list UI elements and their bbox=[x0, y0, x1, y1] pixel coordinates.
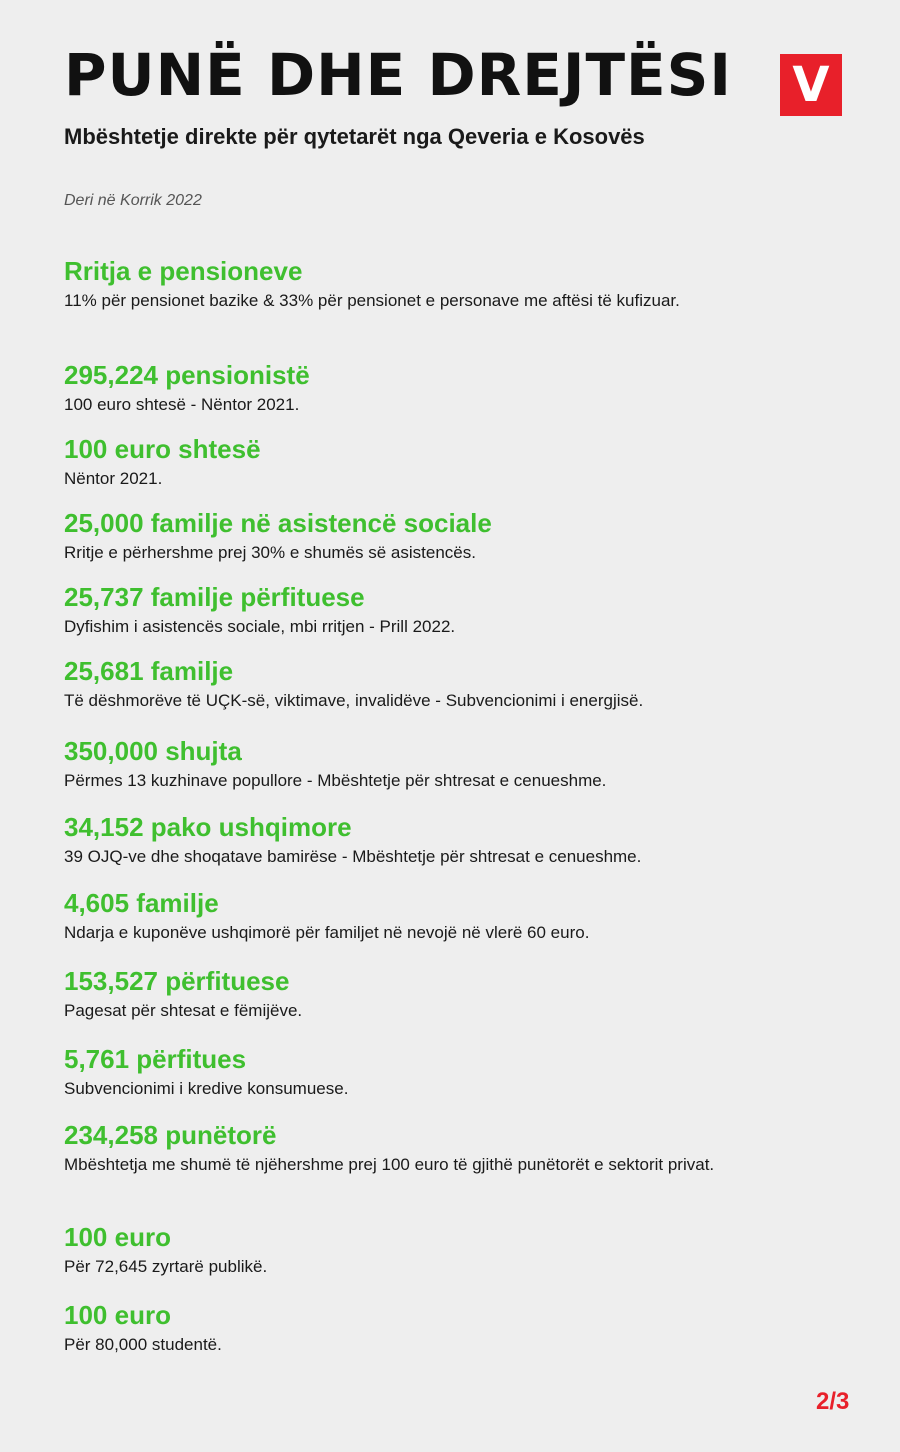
item-description: Për 80,000 studentë. bbox=[64, 1335, 222, 1354]
item-heading: 234,258 punëtorë bbox=[64, 1120, 277, 1150]
brand-logo-icon: V bbox=[780, 54, 842, 116]
item-description: Dyfishim i asistencës sociale, mbi rritjen - Prill 2022. bbox=[64, 617, 456, 636]
item-heading: 295,224 pensionistë bbox=[64, 360, 310, 390]
page-title: PUNË DHE DREJTËSI bbox=[64, 41, 732, 109]
page-subtitle: Mbështetje direkte për qytetarët nga Qeveria e Kosovës bbox=[64, 124, 645, 149]
item-heading: 100 euro bbox=[64, 1222, 171, 1252]
page-indicator: 2/3 bbox=[816, 1388, 850, 1415]
list-item bbox=[64, 360, 864, 417]
item-description: Subvencionimi i kredive konsumuese. bbox=[64, 1079, 349, 1098]
item-description: 11% për pensionet bazike & 33% për pensionet e personave me aftësi të kufizuar. bbox=[64, 291, 680, 310]
item-heading: 100 euro bbox=[64, 1300, 171, 1330]
list-item bbox=[64, 736, 864, 793]
date-note: Deri në Korrik 2022 bbox=[64, 192, 202, 209]
list-item bbox=[64, 1300, 864, 1357]
list-item bbox=[64, 1044, 864, 1101]
list-item bbox=[64, 656, 864, 713]
item-heading: 4,605 familje bbox=[64, 888, 219, 918]
item-description: Të dëshmorëve të UÇK-së, viktimave, invalidëve - Subvencionimi i energjisë. bbox=[64, 691, 644, 710]
item-heading: 34,152 pako ushqimore bbox=[64, 812, 352, 842]
item-heading: 25,681 familje bbox=[64, 656, 234, 686]
item-description: Pagesat për shtesat e fëmijëve. bbox=[64, 1001, 303, 1020]
item-description: Mbështetja me shumë të njëhershme prej 100 euro të gjithë punëtorët e sektorit privat. bbox=[64, 1155, 715, 1174]
item-description: 39 OJQ-ve dhe shoqatave bamirëse - Mbështetje për shtresat e cenueshme. bbox=[64, 847, 642, 866]
list-item bbox=[64, 966, 864, 1023]
list-item bbox=[64, 256, 864, 313]
list-item bbox=[64, 1120, 864, 1177]
list-item bbox=[64, 508, 864, 565]
item-heading: 25,737 familje përfituese bbox=[64, 582, 365, 612]
item-heading: 25,000 familje në asistencë sociale bbox=[64, 508, 492, 538]
list-item bbox=[64, 434, 864, 491]
item-heading: 350,000 shujta bbox=[64, 736, 242, 766]
item-description: Përmes 13 kuzhinave popullore - Mbështetje për shtresat e cenueshme. bbox=[64, 771, 607, 790]
item-heading: 5,761 përfitues bbox=[64, 1044, 247, 1074]
list-item bbox=[64, 888, 864, 945]
list-item bbox=[64, 1222, 864, 1279]
item-description: Rritje e përhershme prej 30% e shumës së asistencës. bbox=[64, 543, 476, 562]
list-item bbox=[64, 582, 864, 639]
item-description: Për 72,645 zyrtarë publikë. bbox=[64, 1257, 268, 1276]
item-heading: 153,527 përfituese bbox=[64, 966, 290, 996]
item-description: Nëntor 2021. bbox=[64, 469, 163, 488]
item-description: 100 euro shtesë - Nëntor 2021. bbox=[64, 395, 300, 414]
list-item bbox=[64, 812, 864, 869]
item-description: Ndarja e kuponëve ushqimorë për familjet në nevojë në vlerë 60 euro. bbox=[64, 923, 590, 942]
item-heading: Rritja e pensioneve bbox=[64, 256, 303, 286]
item-heading: 100 euro shtesë bbox=[64, 434, 261, 464]
